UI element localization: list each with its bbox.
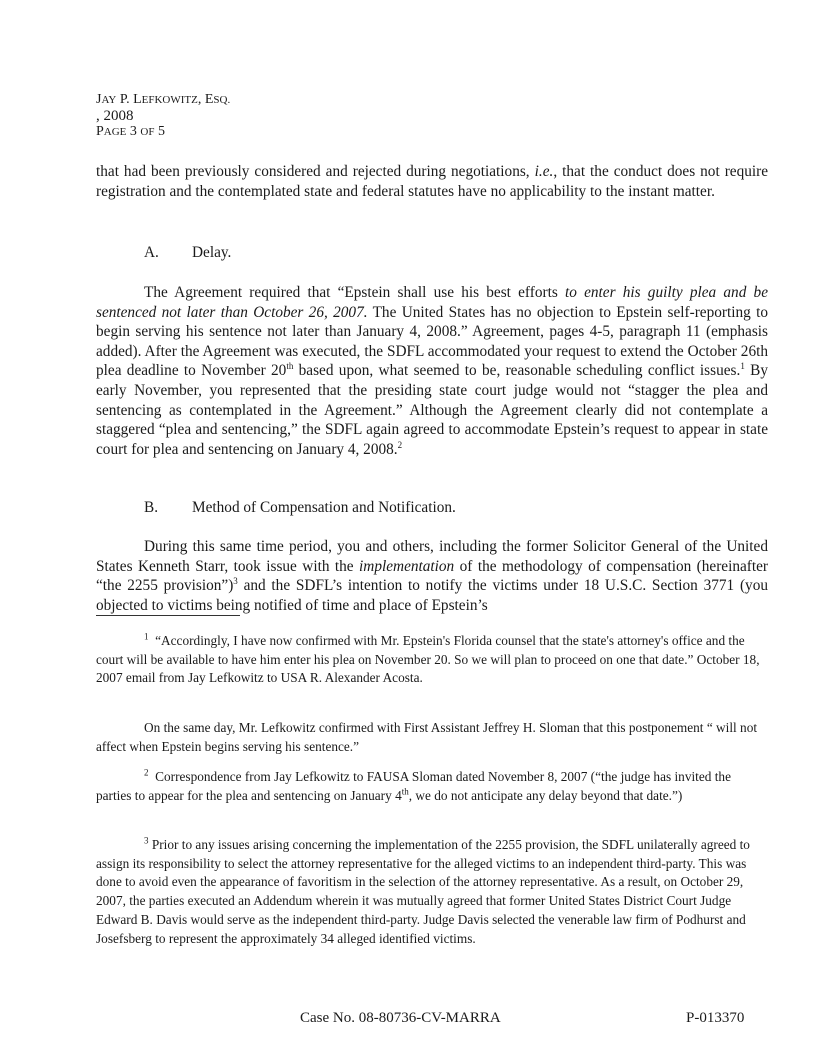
footnote-text: On the same day, Mr. Lefkowitz confirmed with First Assistant Jeffrey H. Sloman that this postponement “ will not affect when Epstein begins serving his sentence.”: [96, 720, 758, 754]
addressee-text: AY: [101, 94, 117, 106]
paragraph-text: By early November, you represented that the presiding state court judge would not “stagger the plea and sentencing as contemplated in the Agreement.” Although the Agreement clearly did not contemplate a staggered “plea and sentencing,” the SDFL again agreed to accommodate Epstein’s request to appear in state court for plea and sentencing on January 4, 2008.: [96, 362, 768, 458]
intro-italic: i.e.: [534, 163, 554, 180]
letter-header: [96, 92, 230, 140]
paragraph-text: The Agreement required that “Epstein shall use his best efforts: [144, 284, 565, 301]
page-text: 5: [154, 124, 165, 139]
footnote-ref-2: 2: [397, 439, 403, 450]
section-b-label: B.: [144, 499, 159, 516]
footnote-number: 1: [144, 631, 149, 642]
footnote-text: , we do not anticipate any delay beyond that date.”): [408, 787, 683, 803]
footnote-3: [96, 836, 760, 948]
ordinal-superscript: th: [286, 361, 294, 372]
paragraph-text: and the SDFL’s intention to notify the victims under 18 U.S.C. Section 3771 (you objected to victims being notified of time and place of Epstein’s: [96, 577, 768, 614]
footnote-2: [96, 768, 760, 805]
paragraph-text: of the methodology of compensation (hereinafter “the 2255 provision”): [96, 557, 769, 595]
page-text: 3: [126, 124, 141, 139]
footnote-separator: [96, 615, 240, 616]
footnote-text: “Accordingly, I have now confirmed with Mr. Epstein's Florida counsel that the state's attorney's office and the court will be available to have him enter his plea on November 20. So we will plan to proceed on one that date.” October 18, 2007 email from Jay Lefkowitz to USA R. Alexander Acosta.: [96, 633, 760, 686]
paragraph-text: During this same time period, you and others, including the former Solicitor General of the United States Kenneth Starr, took issue with the: [96, 538, 768, 575]
intro-text: , that the conduct does not require registration and the contemplated state and federal statutes have no applicability to the instant matter.: [96, 163, 769, 200]
paragraph-text: based upon, what seemed to be, reasonable scheduling conflict issues.: [293, 362, 741, 380]
footnote-1: [96, 632, 760, 688]
page-number-line: [96, 124, 230, 140]
page-text: P: [96, 124, 104, 139]
footnote-ref-1: 1: [740, 361, 745, 372]
addressee-text: P. L: [116, 92, 142, 107]
bates-number: P-013370: [686, 1010, 745, 1026]
footnote-text: Correspondence from Jay Lefkowitz to FAUSA Sloman dated November 8, 2007 (“the judge has invited the parties to appear for the plea and sentencing on January 4: [96, 769, 731, 803]
section-b-title: Method of Compensation and Notification.: [192, 499, 456, 516]
footnote-number: 2: [144, 767, 149, 778]
addressee-text: SQ.: [213, 94, 231, 106]
footnote-1-continuation: [96, 719, 760, 756]
case-number: Case No. 08-80736-CV-MARRA: [300, 1010, 501, 1026]
footnote-number: 3: [144, 835, 149, 846]
intro-text: that had been previously considered and rejected during negotiations,: [96, 163, 535, 180]
intro-paragraph: [96, 162, 768, 201]
addressee-text: J: [96, 92, 102, 107]
page-text: AGE: [103, 126, 127, 138]
section-b-heading: [144, 498, 456, 518]
section-a-heading: [144, 243, 231, 263]
ordinal-superscript: th: [401, 786, 409, 797]
addressee-text: , E: [197, 92, 214, 107]
footnote-ref-3: 3: [233, 576, 238, 587]
paragraph-text: The United States has no objection to Epstein self-reporting to begin serving his sentence not later than January 4, 2008.” Agreement, pages 4-5, paragraph 11 (emphasis added). After the Agreement was executed, the SDFL accommodated your request to extend the October 26th plea deadline to November 20: [96, 303, 768, 380]
page-text: OF: [140, 126, 155, 138]
section-a-label: A.: [144, 244, 159, 261]
addressee-text: EFKOWITZ: [141, 94, 198, 106]
date-line: , 2008: [96, 108, 134, 124]
section-b-paragraph: [96, 537, 768, 615]
emphasis-text: to enter his guilty plea and be sentenced not later than October 26, 2007.: [96, 284, 768, 321]
addressee-line: [96, 92, 230, 108]
section-a-title: Delay.: [192, 244, 232, 261]
emphasis-text: implementation: [359, 557, 455, 575]
footnote-text: Prior to any issues arising concerning the implementation of the 2255 provision, the SDFL unilaterally agreed to assign its responsibility to select the attorney representative for the alleged victims to an independent third-party. This was done to avoid even the appearance of favoritism in the selection of the attorney representative. As a result, on October 29, 2007, the parties executed an Addendum wherein it was mutually agreed that former United States District Court Judge Edward B. Davis would serve as the independent third-party. Judge Davis selected the venerable law firm of Podhurst and Josefsberg to represent the approximately 34 alleged identified victims.: [96, 837, 750, 946]
section-a-paragraph: [96, 283, 768, 459]
